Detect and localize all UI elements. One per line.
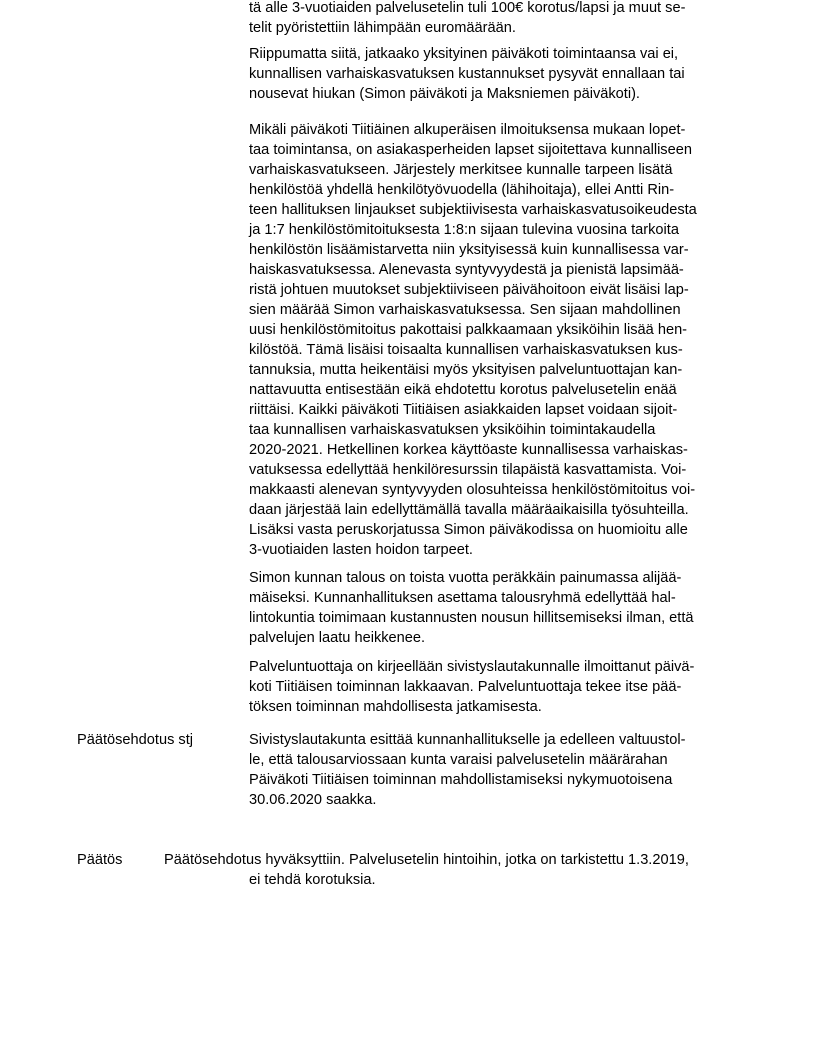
- text-line: teen hallituksen linjaukset subjektiivisesta varhaiskasvatusoikeudesta: [249, 202, 697, 218]
- text-line: henkilöstön lisäämistarvetta niin yksityisessä kuin kunnallisessa var-: [249, 242, 689, 258]
- proposal-text: [249, 730, 685, 810]
- text-line: 30.06.2020 saakka.: [249, 792, 377, 808]
- text-line: 3-vuotiaiden lasten hoidon tarpeet.: [249, 542, 473, 558]
- paragraph-provider-notice: [249, 657, 694, 717]
- paragraph-costs: [249, 44, 685, 104]
- text-line: uusi henkilöstömitoitus pakottaisi palkkaamaan yksiköihin lisää hen-: [249, 322, 688, 338]
- text-line: sien määrää Simon varhaiskasvatuksessa. Sen sijaan mahdollinen: [249, 302, 681, 318]
- text-line: koti Tiitiäisen toiminnan lakkaavan. Palveluntuottaja tekee itse pää-: [249, 679, 682, 695]
- text-line: henkilöstöä yhdellä henkilötyövuodella (lähihoitaja), ellei Antti Rin-: [249, 182, 675, 198]
- text-line: tä alle 3-vuotiaiden palvelusetelin tuli 100€ korotus/lapsi ja muut se-: [249, 0, 686, 16]
- text-line: Mikäli päiväkoti Tiitiäinen alkuperäisen ilmoituksensa mukaan lopet-: [249, 122, 686, 138]
- text-line: daan järjestää lain edellyttämällä tavalla määräaikaisilla työsuhteilla.: [249, 502, 689, 518]
- decision-text-second-line: ei tehdä korotuksia.: [249, 872, 376, 888]
- text-line: lintokuntia toimimaan kustannusten nousun hillitsemiseksi ilman, että: [249, 610, 694, 626]
- text-line: tannuksia, mutta heikentäisi myös yksityisen palveluntuottajan kan-: [249, 362, 683, 378]
- text-line: töksen toiminnan mahdollisesta jatkamisesta.: [249, 699, 542, 715]
- text-line: taa toimintansa, on asiakasperheiden lapset sijoitettava kunnalliseen: [249, 142, 692, 158]
- text-line: haiskasvatuksessa. Alenevasta syntyvyydestä ja pienistä lapsimää-: [249, 262, 684, 278]
- text-line: Sivistyslautakunta esittää kunnanhallitukselle ja edelleen valtuustol-: [249, 732, 686, 748]
- decision-text-first-line: Päätösehdotus hyväksyttiin. Palvelusetelin hintoihin, jotka on tarkistettu 1.3.2019,: [164, 852, 689, 868]
- text-line: makkaasti alenevan syntyvyyden olosuhteissa henkilöstömitoitus voi-: [249, 482, 696, 498]
- text-line: 2020-2021. Hetkellinen korkea käyttöaste kunnallisessa varhaiskas-: [249, 442, 688, 458]
- text-line: ristä johtuen muutokset subjektiiviseen päivähoitoon eivät lisäisi lap-: [249, 282, 689, 298]
- text-line: ja 1:7 henkilöstömitoituksesta 1:8:n sijaan tulevina vuosina tarkoita: [249, 222, 679, 238]
- text-line: kunnallisen varhaiskasvatuksen kustannukset pysyvät ennallaan tai: [249, 66, 685, 82]
- proposal-label: Päätösehdotus stj: [77, 732, 194, 748]
- text-line: le, että talousarviossaan kunta varaisi palvelusetelin määrärahan: [249, 752, 668, 768]
- text-line: kilöstöä. Tämä lisäisi toisaalta kunnallisen varhaiskasvatuksen kus-: [249, 342, 683, 358]
- text-line: telit pyöristettiin lähimpään euromäärään.: [249, 20, 516, 36]
- text-line: taa kunnallisen varhaiskasvatuksen yksiköihin toimintakaudella: [249, 422, 656, 438]
- text-line: nattavuutta entisestään eikä ehdotettu korotus palvelusetelin enää: [249, 382, 677, 398]
- text-line: varhaiskasvatukseen. Järjestely merkitsee kunnalle tarpeen lisätä: [249, 162, 673, 178]
- decision-label: Päätös: [77, 852, 123, 868]
- text-line: Simon kunnan talous on toista vuotta peräkkäin painumassa alijää-: [249, 570, 682, 586]
- text-line: palvelujen laatu heikkenee.: [249, 630, 426, 646]
- text-line: mäiseksi. Kunnanhallituksen asettama talousryhmä edellyttää hal-: [249, 590, 676, 606]
- text-line: riittäisi. Kaikki päiväkoti Tiitiäisen asiakkaiden lapset voidaan sijoit-: [249, 402, 678, 418]
- paragraph-municipal-economy: [249, 568, 694, 648]
- text-line: nousevat hiukan (Simon päiväkoti ja Maksniemen päiväkoti).: [249, 86, 640, 102]
- text-line: Palveluntuottaja on kirjeellään sivistyslautakunnalle ilmoittanut päivä-: [249, 659, 695, 675]
- text-line: Päiväkoti Tiitiäisen toiminnan mahdollistamiseksi nykymuotoisena: [249, 772, 673, 788]
- text-line: Riippumatta siitä, jatkaako yksityinen päiväkoti toimintaansa vai ei,: [249, 46, 679, 62]
- text-line: Lisäksi vasta peruskorjatussa Simon päiväkodissa on huomioitu alle: [249, 522, 688, 538]
- paragraph-closure-impact: [249, 120, 697, 560]
- text-line: vatuksessa edellyttää henkilöresurssin tilapäistä kasvattamista. Voi-: [249, 462, 687, 478]
- intro-paragraph: [249, 0, 685, 38]
